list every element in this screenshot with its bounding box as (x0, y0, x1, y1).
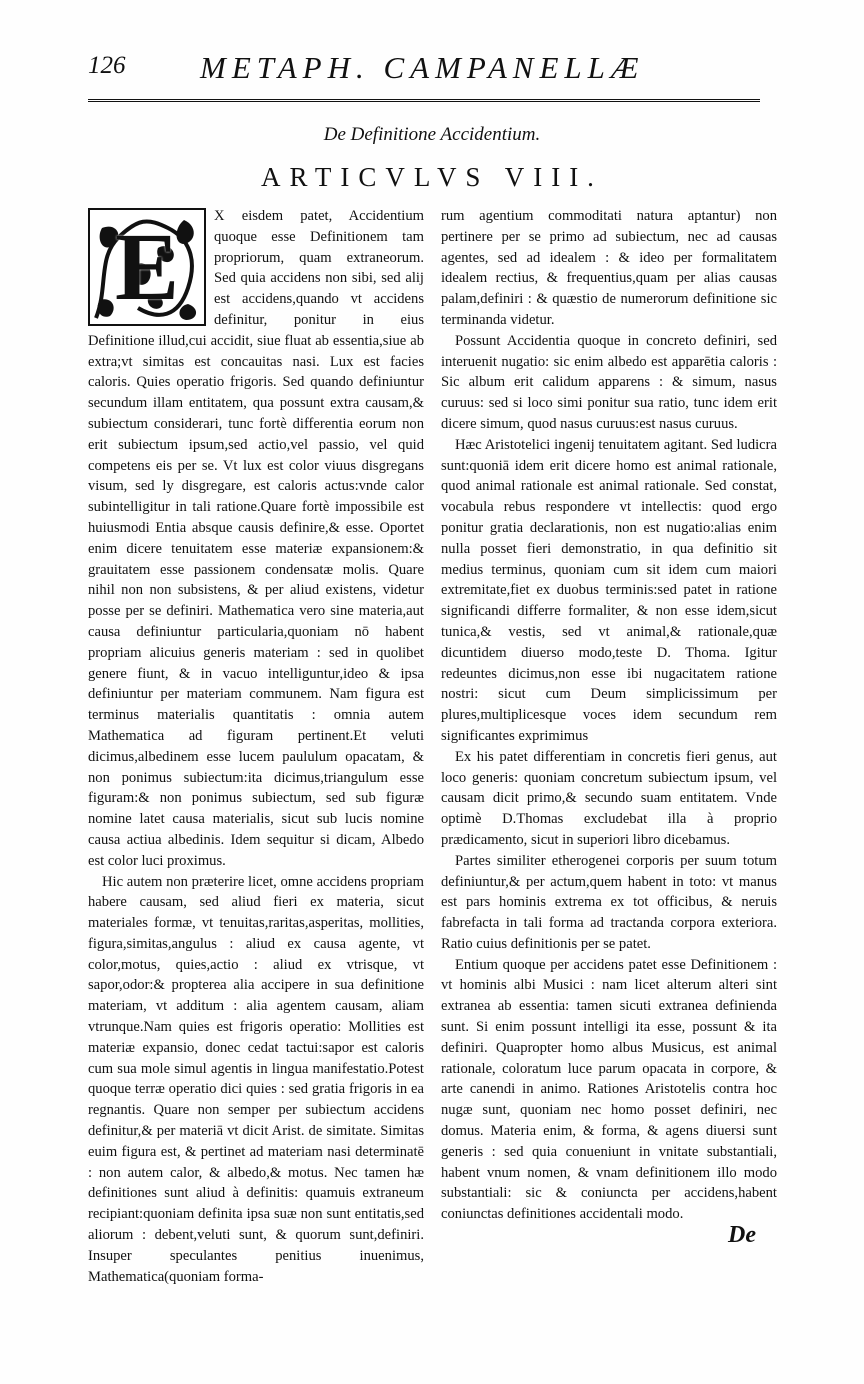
right-paragraph-3: Hæc Aristotelici ingenij tenuitatem agitant. Sed ludicra sunt:quoniā idem erit dicere homo est animal rationale, quod animal rationale est animal rationale. Sed constat, vocabula rebus respondere vt intellectis: quod ergo ponitur gratia declarationis, non est nugatio:alias enim nulla posset fieri demonstratio, in qua definitio sit medius terminus, quoniam cum sit idem cum maiori extremitate,fiet ex duobus terminis:sed patet in ratione significandi differre formaliter, & non esse idem,sicut tunica,& vestis, sed vt animal,& rationale,quæ dicuntidem diuerso modo,teste D. Thoma. Igitur redeuntes dicimus,non esse ibi nugacitatem ratione nostri: sicut cum Deum simplicissimum per plures,multiplicesque voces idem secundum rem significantes exprimimus (441, 436, 777, 744)
right-paragraph-6: Entium quoque per accidens patet esse Definitionem : vt hominis albi Musici : nam licet alterum alteri sint extranea ab essentia: tamen sicuti extranea definienda sunt. Si enim possunt intelligi ita esse, possunt & ita definiri. Quapropter homo albus Musicus, est animal rationale, coloratum luce parum opacata in corpore, & arte canendi in animo. Rationes Aristotelis contra hoc nugæ sunt, quoniam nec homo posset definiri, nec domus. Materia enim, & forma, & agens diuersi sunt generis : sed quia conueniunt in vnitate substantiali, habent vnum nomen, & vnam definitionem illo modo substantiali: sic & coniuncta per accidens,habent coniunctas definitiones accidentali modo. (441, 956, 777, 1223)
right-paragraph-5: Partes similiter etherogenei corporis per suum totum definiuntur,& per actum,quem habent in toto: vt manus est pars hominis extrema ex tot officibus, & neruis fabrefacta in tali forma ad tractanda corpora exteriora. Ratio cuius definitionis per se patet. (441, 852, 777, 952)
left-column (88, 206, 424, 1287)
right-paragraph-1: rum agentium commoditati natura aptantur) non pertinere per se primo ad subiectum, nec ad causas agentes, sed ad idealem : & ideo per formalitatem idealem rectius, & frequentius,quam per alias causas palam,definiri : & quæstio de numerorum definitione sic terminanda videtur. (441, 208, 777, 328)
decorated-initial (88, 208, 206, 326)
left-paragraph-1: X eisdem patet, Accidentium quoque esse Definitionem tam propriorum, quam extraneorum. Sed quia accidens non sibi, sed alij est accidens,quando vt accidens definitur, ponitur in eius Definitione illud,cui accidit, siue fluat ab essentia,siue ab extra;vt simitas est concauitas nasi. Lux est facies caloris. Quies operatio frigoris. Sed quando definiuntur secundum illam entitatem, qua possunt extra causam,& subiectum considerari, tunc fortè differentia eorum non erit subiectum ipsum,sed actio,vel passio, vel quid competens eis per se. Vt lux est color viuus disgregans visum, sed ly disgregare, est caloris actus:vnde calor subintelligitur in tali ratione.Quare fortè impossibile est huiusmodi Entia absque causis definire,& esse. Oportet enim dicere tenuitatem esse materiæ expansionem:& grauitatem esse passionem condensatæ molis. Quare nihil non non subsistens, & per aliud existens, videtur posse per se definiri. Mathematica vero sine materia,aut causa definiuntur particularia,quoniam nō habent propriam alicuius generis materiam : sed in quolibet genere fiunt, & in vacuo intelliguntur,ideo & ipsa definiuntur per materiam communem. Nam figura est terminus materialis quantitatis : omnia autem Mathematica ad figuram pertinent.Et veluti dicimus,albedinem esse lucem paululum opacatam, & non ponimus subiectum:ita dicimus,triangulum esse figuram:& non ponimus subiectum, sed sub figuræ nomine latet causa materialis, sicut sub lucis nomine causa actiua albedinis. Idem sequitur si dicam, Albedo est color luci proximus. (88, 208, 424, 869)
page-number: 126 (88, 52, 126, 79)
catchword: De (728, 1222, 756, 1248)
running-head: METAPH. CAMPANELLÆ (200, 50, 645, 85)
right-paragraph-2: Possunt Accidentia quoque in concreto definiri, sed interuenit nugatio: sic enim albedo est apparētia caloris : Sic album erit calidum apparens : & simum, nasus curuus: sed si loco simi ponitur sua ratio, tunc idem erit dicere simum, quod nasus curuus:est nasus curuus. (441, 332, 777, 432)
right-column (441, 206, 777, 1225)
left-paragraph-2: Hic autem non præterire licet, omne accidens propriam habere causam, sed aliud fieri ex materia, sicut materiales formæ, vt tenuitas,raritas,asperitas, mollities, figura,simitas,angulus : aliud ex causa agente, vt color,motus, quies,actio : aliud ex vtrisque, vt sapor,odor:& propterea alia accipere in sua definitione materiam, vt additum : alia agentem causam, aliam vtrunque.Nam quies est frigoris operatio: Mollities est materiæ expansio, donec cedat tactui:sapor est caloris cum sua mole simul agentis in lingua manifestatio.Potest quoque terræ operatio dici quies : sed gratia frigoris in ea regnantis. Quare non semper per subiectum accidens definitur,& per materiā vt dicit Arist. de simitate. Simitas euim figura est, & pertinet ad materiam nasi determinatē : non autem calor, & albedo,& motus. Nec tamen hæ definitiones sunt aliud à definitis: quamuis extraneum recipiant:quoniam definita ipsa suæ non sunt entitatis,sed aliorum : debent,veluti sunt, & quorum sunt,definiri. Insuper speculantes penitius inuenimus, Mathematica(quoniam forma- (88, 873, 424, 1285)
article-title: ARTICVLVS VIII. (261, 162, 603, 192)
right-paragraph-4: Ex his patet differentiam in concretis fieri genus, aut loco generis: quoniam concretum subiectum ipsum, vel causam dicit primo,& secundo suam entitatem. Vnde optimè D.Thomas excludebat illa à proprio prædicamento, sicut in superiori libro dicebamus. (441, 748, 777, 848)
header-rule (88, 99, 760, 102)
drop-cap-letter: E (114, 213, 180, 320)
section-subheading: De Definitione Accidentium. (323, 124, 541, 145)
page-header (88, 50, 760, 90)
